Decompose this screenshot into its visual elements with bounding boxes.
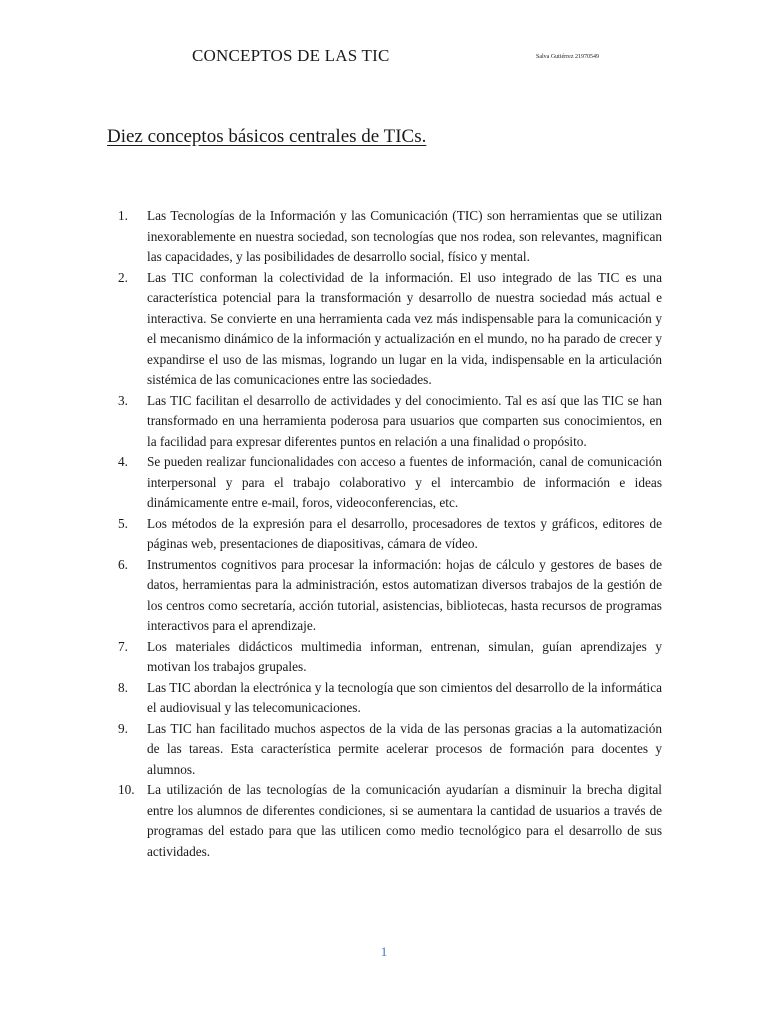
- list-item-text: Las Tecnologías de la Información y las Comunicación (TIC) son herramientas que se utilizan inexorablemente en nuestra sociedad, son tecnologías que nos rodea, son relevantes, magnifican las capacidades, y las posibilidades de desarrollo social, físico y mental.: [147, 208, 662, 264]
- page-number: 1: [380, 944, 388, 959]
- list-item-text: Las TIC conforman la colectividad de la información. El uso integrado de las TIC es una característica potencial para la transformación y desarrollo de nuestra sociedad más actual e interactiva. Se convierte en una herramienta cada vez más indispensable para la comunicación y el mecanismo dinámico de la información y actualización en el mundo, no ha parado de crecer y expandirse el uso de las mismas, logrando un lugar en la vida, indispensable en la articulación sistémica de las comunicaciones entre las sociedades.: [147, 269, 662, 387]
- list-item-text: Se pueden realizar funcionalidades con acceso a fuentes de información, canal de comunicación interpersonal y para el trabajo colaborativo y el intercambio de información e ideas dinámicamente entre e-mail, foros, videoconferencias, etc.: [147, 454, 662, 510]
- list-item: [118, 719, 662, 781]
- page-header: [0, 46, 768, 70]
- list-item: [118, 206, 662, 268]
- header-title: CONCEPTOS DE LAS TIC: [192, 46, 390, 65]
- list-item-number: 1.: [118, 208, 128, 223]
- list-item-text: Los métodos de la expresión para el desarrollo, procesadores de textos y gráficos, editores de páginas web, presentaciones de diapositivas, cámara de vídeo.: [147, 515, 662, 551]
- list-item: [118, 268, 662, 391]
- list-item-number: 2.: [118, 269, 128, 285]
- list-item-number: 7.: [118, 638, 128, 654]
- document-heading: Diez conceptos básicos centrales de TICs.: [107, 126, 427, 147]
- list-item: [118, 637, 662, 678]
- list-item: [118, 555, 662, 637]
- list-item-number: 10.: [118, 782, 135, 797]
- list-item-text: Las TIC han facilitado muchos aspectos de la vida de las personas gracias a la automatización de las tareas. Esta característica permite acelerar procesos de formación para docentes y alumnos.: [147, 720, 662, 777]
- list-item-text: La utilización de las tecnologías de la comunicación ayudarían a disminuir la brecha digital entre los alumnos de diferentes condiciones, si se aumentara la cantidad de usuarios a través de programas del estado para que las utilicen como medio tecnológico para el desarrollo de sus actividades.: [147, 782, 662, 859]
- list-item: [118, 391, 662, 453]
- list-item-text: Las TIC facilitan el desarrollo de actividades y del conocimiento. Tal es así que las TIC se han transformado en una herramienta poderosa para usuarios que comparten sus conocimientos, en la facilidad para expresar diferentes puntos en relación a una finalidad o propósito.: [147, 392, 662, 449]
- list-item-text: Instrumentos cognitivos para procesar la información: hojas de cálculo y gestores de bases de datos, herramientas para la administración, estos automatizan diversos trabajos de la gestión de los centros como secretaría, acción tutorial, asistencias, bibliotecas, hasta recursos de programas interactivos para el aprendizaje.: [147, 556, 662, 633]
- list-item-number: 9.: [118, 720, 128, 736]
- list-item-number: 4.: [118, 454, 128, 469]
- list-item: [118, 514, 662, 555]
- list-item-number: 3.: [118, 392, 128, 408]
- list-item: [118, 780, 662, 862]
- concepts-list: [118, 206, 662, 862]
- list-item: [118, 452, 662, 514]
- list-item-number: 5.: [118, 515, 128, 531]
- list-item-text: Los materiales didácticos multimedia informan, entrenan, simulan, guían aprendizajes y motivan los trabajos grupales.: [147, 638, 662, 674]
- list-item-text: Las TIC abordan la electrónica y la tecnología que son cimientos del desarrollo de la informática el audiovisual y las telecomunicaciones.: [147, 679, 662, 715]
- header-author: Salva Gutiérrez 21970549: [536, 54, 599, 60]
- list-item: [118, 678, 662, 719]
- list-item-number: 6.: [118, 556, 128, 572]
- list-item-number: 8.: [118, 679, 128, 695]
